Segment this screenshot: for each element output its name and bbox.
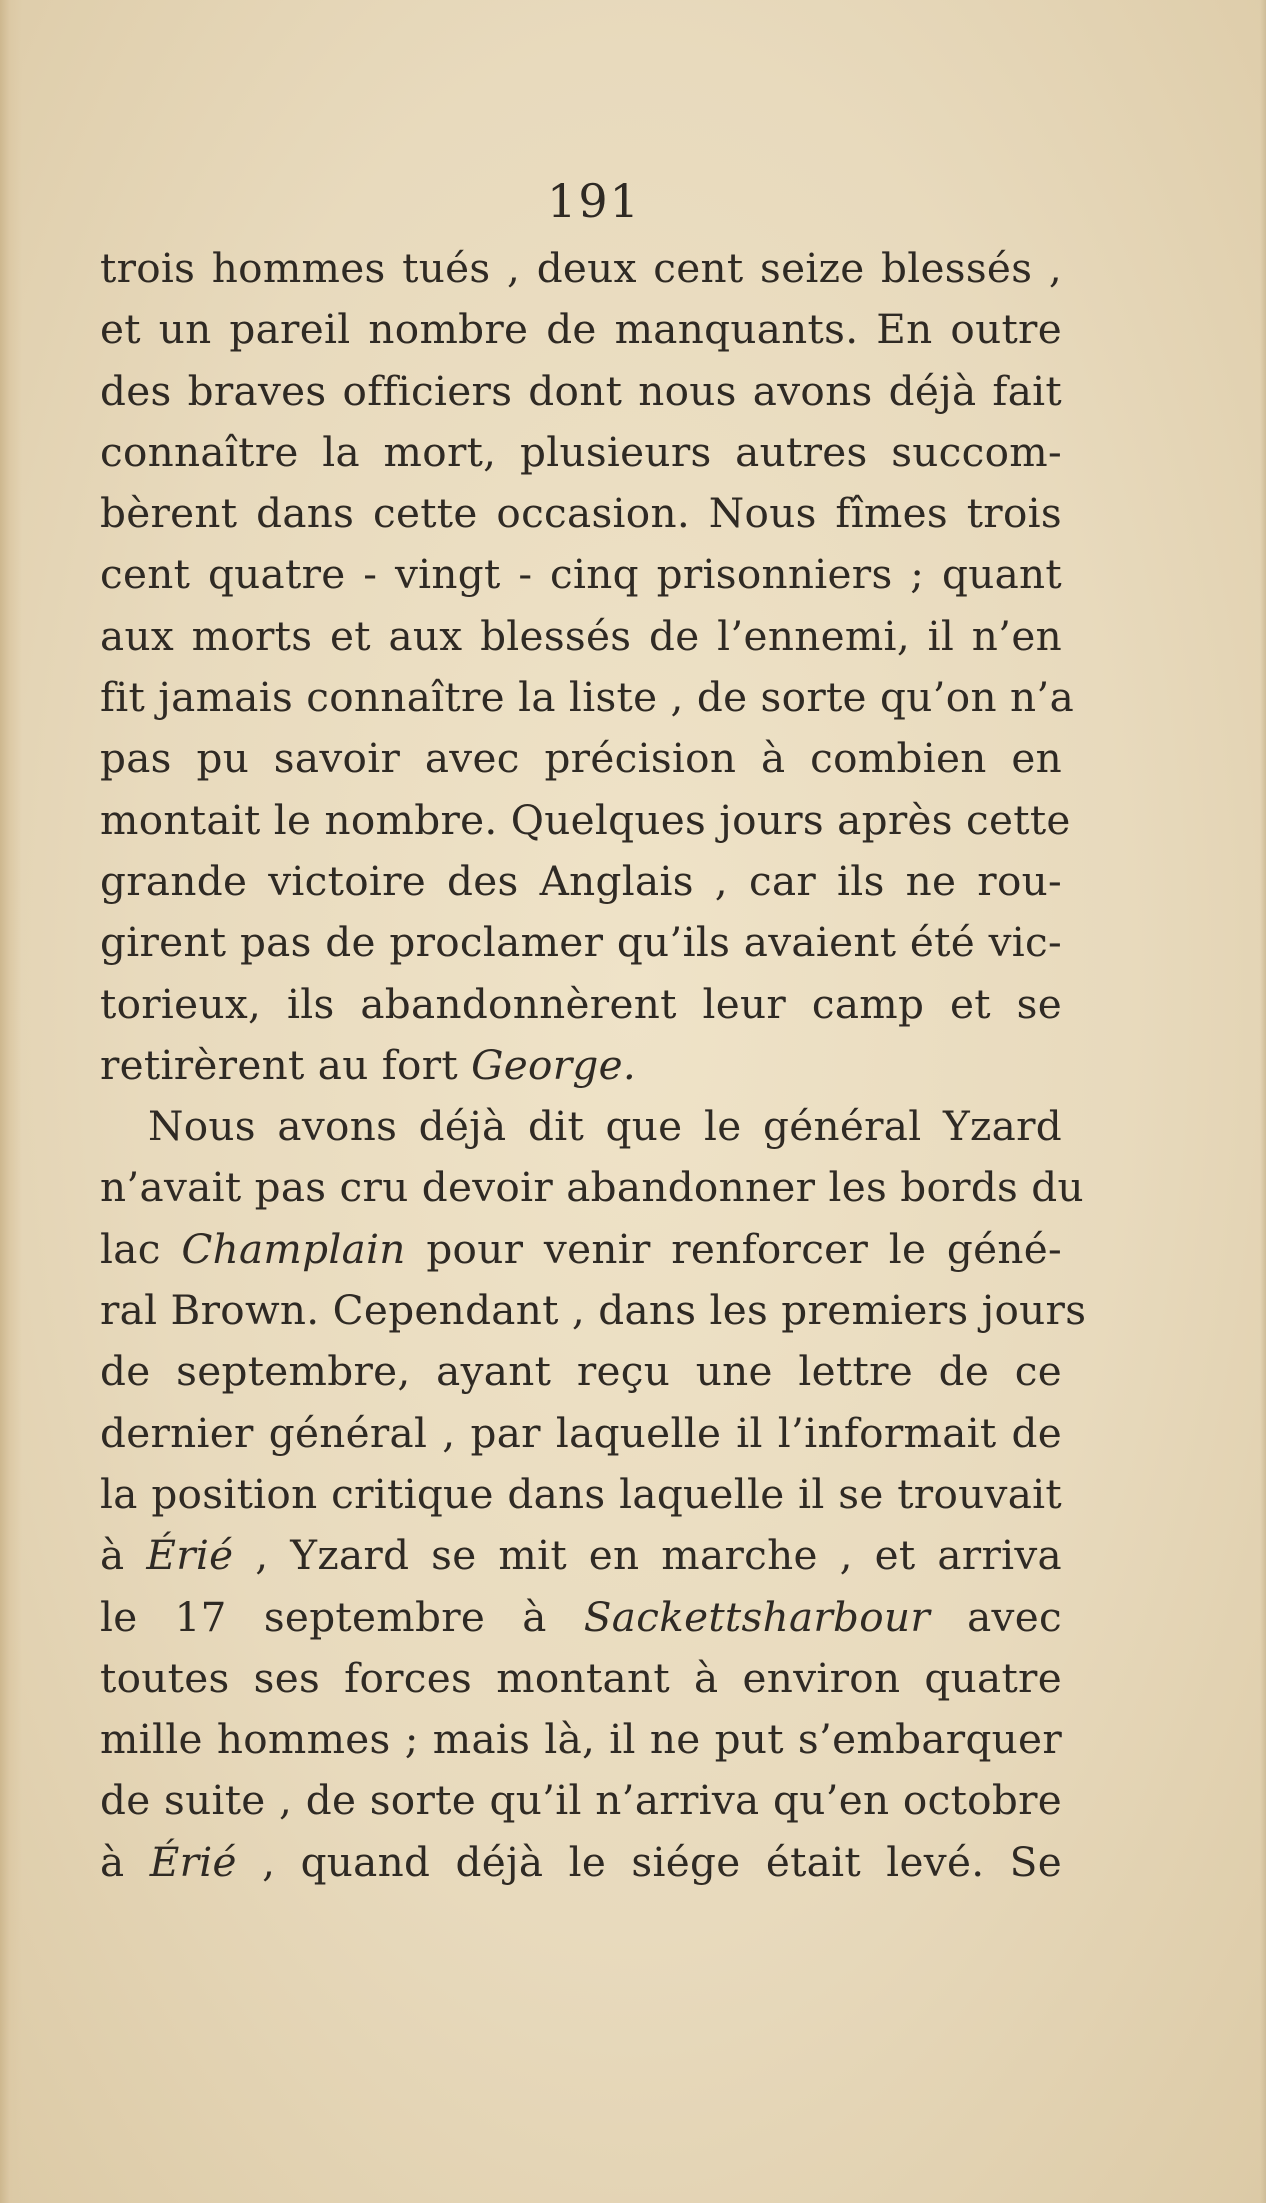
text-line: [100, 422, 1062, 483]
text-segment: girent pas de proclamer qu’ils avaient été vic-: [100, 918, 1062, 967]
text-line: [100, 1341, 1062, 1402]
text-segment: le 17 septembre à: [100, 1592, 584, 1641]
text-line: [100, 790, 1071, 851]
text-line: [100, 361, 1062, 422]
text-segment: pour venir renforcer le géné-: [405, 1224, 1063, 1273]
text-segment: de suite , de sorte qu’il n’arriva qu’en octobre: [100, 1776, 1062, 1825]
text-segment: la position critique dans laquelle il se trouvait: [100, 1469, 1062, 1518]
text-line: [100, 1096, 1062, 1157]
italic-text: Érié: [146, 1531, 234, 1580]
text-line: [100, 1709, 1062, 1770]
page-number: 191: [547, 174, 641, 228]
italic-text: George.: [471, 1040, 637, 1089]
text-line: [100, 1403, 1062, 1464]
text-segment: mille hommes ; mais là, il ne put s’embarquer: [100, 1715, 1062, 1764]
text-segment: à: [100, 1531, 147, 1580]
text-segment: des braves officiers dont nous avons déjà fait: [100, 366, 1062, 415]
text-line: [100, 667, 1075, 728]
italic-text: Sackettsharbour: [583, 1592, 931, 1641]
text-line: [100, 606, 1062, 667]
text-segment: ral Brown. Cependant , dans les premiers jours: [100, 1286, 1087, 1335]
text-segment: pas pu savoir avec précision à combien en: [100, 734, 1062, 783]
text-line: [100, 851, 1062, 912]
text-segment: Nous avons déjà dit que le général Yzard: [148, 1102, 1062, 1151]
text-line: [100, 1648, 1062, 1709]
text-line: [100, 1035, 1062, 1096]
text-line: [100, 1157, 1084, 1218]
text-line: [100, 1280, 1087, 1341]
text-line: [100, 1464, 1062, 1525]
text-segment: de septembre, ayant reçu une lettre de ce: [100, 1347, 1062, 1396]
page-right-edge: [1260, 0, 1266, 2203]
text-segment: aux morts et aux blessés de l’ennemi, il n’en: [100, 611, 1062, 660]
text-segment: bèrent dans cette occasion. Nous fîmes trois: [100, 489, 1062, 538]
text-line: [100, 728, 1062, 789]
page-gutter-shadow: [0, 0, 22, 2203]
text-segment: n’avait pas cru devoir abandonner les bords du: [100, 1163, 1084, 1212]
text-line: [100, 299, 1062, 360]
text-line: [100, 238, 1062, 299]
body-text: [100, 238, 1087, 1893]
text-line: [100, 974, 1062, 1035]
text-line: [100, 912, 1062, 973]
text-line: [100, 1770, 1062, 1831]
text-segment: à: [100, 1837, 150, 1886]
text-line: [100, 483, 1062, 544]
text-segment: connaître la mort, plusieurs autres succom-: [100, 427, 1062, 476]
text-segment: torieux, ils abandonnèrent leur camp et se: [100, 979, 1062, 1028]
text-segment: et un pareil nombre de manquants. En outre: [100, 305, 1062, 354]
text-segment: cent quatre - vingt - cinq prisonniers ; quant: [100, 550, 1062, 599]
italic-text: Champlain: [181, 1224, 406, 1273]
text-segment: fit jamais connaître la liste , de sorte qu’on n’a: [100, 673, 1075, 722]
text-line: [100, 1219, 1062, 1280]
text-segment: retirèrent au fort: [100, 1040, 472, 1089]
text-segment: toutes ses forces montant à environ quatre: [100, 1653, 1062, 1702]
text-segment: dernier général , par laquelle il l’informait de: [100, 1408, 1062, 1457]
italic-text: Érié: [149, 1837, 237, 1886]
text-segment: , Yzard se mit en marche , et arriva: [233, 1531, 1063, 1580]
text-line: [100, 1832, 1062, 1893]
text-segment: lac: [100, 1224, 182, 1273]
text-segment: grande victoire des Anglais , car ils ne rou-: [100, 856, 1062, 905]
text-segment: , quand déjà le siége était levé. Se: [236, 1837, 1062, 1886]
text-line: [100, 544, 1062, 605]
text-segment: avec: [930, 1592, 1062, 1641]
text-segment: trois hommes tués , deux cent seize blessés ,: [100, 244, 1062, 292]
text-line: [100, 1525, 1062, 1586]
text-segment: montait le nombre. Quelques jours après cette: [100, 795, 1071, 844]
text-line: [100, 1587, 1062, 1648]
